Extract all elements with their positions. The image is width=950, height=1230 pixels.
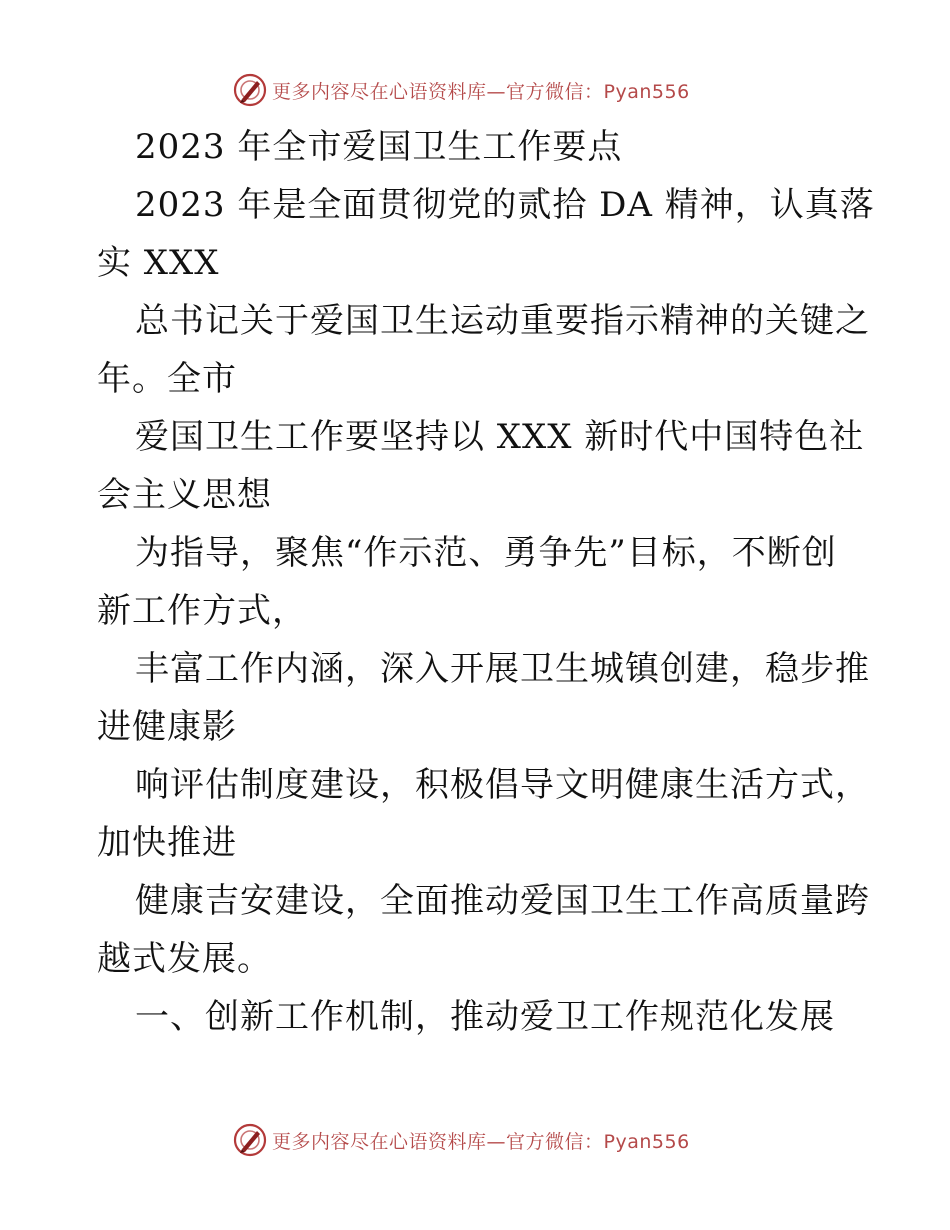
watermark-text: 更多内容尽在心语资料库—官方微信：Pyan556	[272, 1130, 690, 1153]
watermark-text: 更多内容尽在心语资料库—官方微信：Pyan556	[272, 80, 690, 103]
paragraph-line: 2023 年是全面贯彻党的贰拾 DA 精神，认真落	[135, 185, 875, 225]
paragraph-line: 健康吉安建设，全面推动爱国卫生工作高质量跨	[135, 881, 870, 921]
watermark-header	[232, 70, 752, 110]
paragraph-line: 新工作方式，	[97, 591, 307, 631]
section-heading: 一、创新工作机制，推动爱卫工作规范化发展	[135, 997, 835, 1037]
paragraph-line: 年。全市	[97, 359, 237, 399]
paragraph-line: 越式发展。	[97, 939, 272, 979]
paragraph-line: 丰富工作内涵，深入开展卫生城镇创建，稳步推	[135, 649, 870, 689]
paragraph-line: 爱国卫生工作要坚持以 XXX 新时代中国特色社	[135, 417, 865, 457]
paragraph-line: 响评估制度建设，积极倡导文明健康生活方式，	[135, 765, 870, 805]
paragraph-line: 实 XXX	[97, 243, 220, 283]
pen-logo-icon	[232, 1122, 268, 1158]
paragraph-line: 为指导，聚焦“作示范、勇争先”目标，不断创	[135, 533, 837, 573]
document-body	[97, 118, 875, 1046]
paragraph-line: 总书记关于爱国卫生运动重要指示精神的关键之	[135, 301, 870, 341]
watermark-footer	[232, 1120, 752, 1160]
paragraph-line: 会主义思想	[97, 475, 272, 515]
pen-logo-icon	[232, 72, 268, 108]
paragraph-line: 加快推进	[97, 823, 237, 863]
document-title: 2023 年全市爱国卫生工作要点	[135, 127, 623, 167]
paragraph-line: 进健康影	[97, 707, 237, 747]
